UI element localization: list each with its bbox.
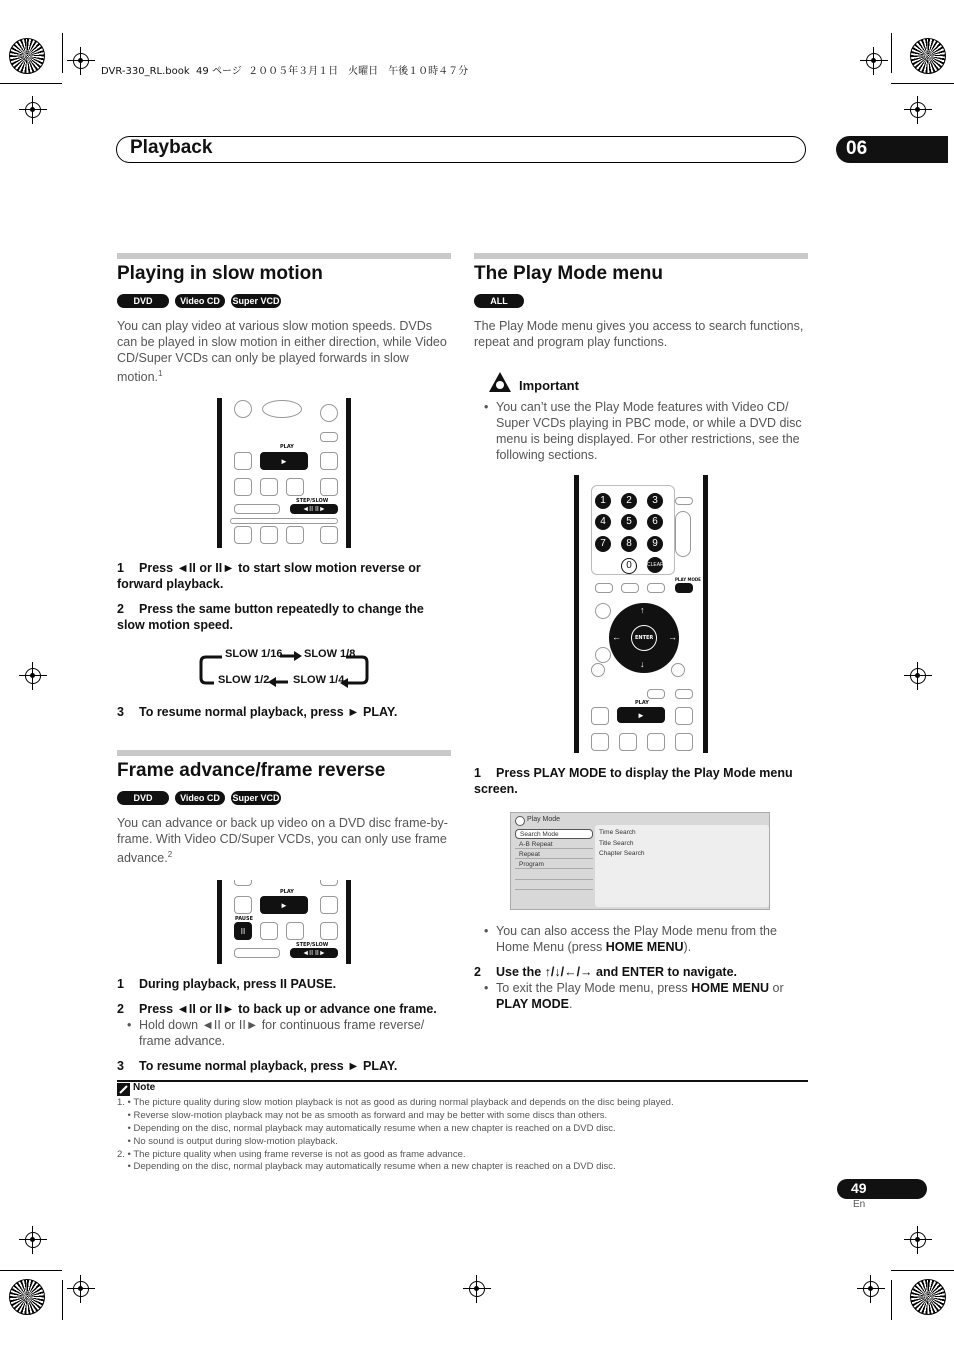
- speed-1-4: SLOW 1/4: [293, 674, 345, 686]
- crosshair-mark: [19, 662, 47, 690]
- remote-illustration-playmode: [574, 475, 708, 753]
- option-time-search[interactable]: Time Search: [599, 829, 636, 836]
- play-button: ►: [260, 452, 308, 470]
- frame-intro-text: You can advance or back up video on a DVD disc frame-by-frame. With Video CD/Super VCDs, you can only use frame advance.: [117, 816, 448, 866]
- section-title-frame: Frame advance/frame reverse: [117, 760, 386, 781]
- play-button: ►: [617, 707, 665, 723]
- badge-video-cd: Video CD: [175, 294, 225, 308]
- menu-item-ab-repeat[interactable]: A-B Repeat: [515, 840, 593, 849]
- bullet-text: Hold down ◄II or II► for continuous frame reverse/ frame advance.: [139, 1018, 425, 1048]
- step-text: During playback, press II PAUSE.: [139, 977, 337, 991]
- numkey-5: 5: [621, 514, 637, 530]
- crosshair-mark: [67, 47, 95, 75]
- step-text: To resume normal playback, press ► PLAY.: [139, 1059, 398, 1073]
- menu-list: [515, 829, 593, 903]
- remote-illustration-slow: [217, 398, 351, 548]
- step-slow-label: STEP/SLOW: [296, 498, 329, 504]
- crosshair-mark: [67, 1275, 95, 1303]
- numkey-4: 4: [595, 514, 611, 530]
- options-panel: [595, 825, 769, 907]
- trim-line: [891, 33, 892, 73]
- crosshair-mark: [463, 1275, 491, 1303]
- step-text: Press ◄II or II► to start slow motion reverse or forward playback.: [117, 561, 421, 591]
- step-number: 2: [117, 602, 124, 616]
- dpad: ENTER ↑ ↓ ← →: [609, 603, 679, 673]
- menu-item-search-mode[interactable]: Search Mode: [515, 829, 593, 839]
- note-line-4: • No sound is output during slow-motion playback.: [117, 1136, 338, 1147]
- page-title: Playback: [130, 137, 213, 158]
- badge-super-vcd: Super VCD: [232, 793, 280, 803]
- option-chapter-search[interactable]: Chapter Search: [599, 850, 645, 857]
- badge-all: ALL: [474, 294, 524, 308]
- play-mode-term: PLAY MODE: [496, 997, 569, 1011]
- important-bullet: • You can’t use the Play Mode features with Video CD/ Super VCDs playing in PBC mode, or while a DVD disc menu is being displayed. For other restrictions, see the following sections.: [484, 399, 810, 463]
- screen-title: Play Mode: [527, 816, 561, 823]
- language-code: En: [853, 1199, 866, 1210]
- section-rule: [117, 750, 451, 756]
- menu-item-repeat[interactable]: Repeat: [515, 850, 593, 859]
- frame-step-2: [117, 1001, 457, 1017]
- play-mode-label: PLAY MODE: [675, 577, 701, 582]
- important-label: Important: [519, 378, 579, 393]
- note-line-1: 1. • The picture quality during slow motion playback is not as good as during normal playback and depends on the disc being played.: [117, 1097, 674, 1108]
- registration-mark: [910, 38, 946, 74]
- step-number: 1: [117, 977, 124, 991]
- disc-icon: [515, 816, 525, 826]
- bullet-text: You can’t use the Play Mode features with Video CD/ Super VCDs playing in PBC mode, or while a DVD disc menu is being displayed. For other restrictions, see the following sections.: [496, 400, 802, 462]
- step-number: 2: [474, 965, 481, 979]
- warning-icon: [488, 371, 512, 393]
- numkey-1: 1: [595, 493, 611, 509]
- registration-mark: [9, 38, 45, 74]
- trim-line: [0, 83, 62, 84]
- crosshair-mark: [860, 47, 888, 75]
- section-rule: [117, 253, 451, 259]
- slow-intro: [117, 318, 451, 385]
- trim-line: [891, 1280, 892, 1320]
- pause-button: II: [234, 922, 252, 940]
- section-title-slow: Playing in slow motion: [117, 263, 323, 284]
- section-rule: [474, 253, 808, 259]
- frame-step-3: [117, 1058, 451, 1074]
- numkey-3: 3: [647, 493, 663, 509]
- note-line-2: • Reverse slow-motion playback may not be as smooth as forward and may be better with some discs than others.: [117, 1110, 608, 1121]
- page-number: 49: [851, 1180, 867, 1196]
- play-label: PLAY: [280, 444, 294, 450]
- step-text: Press PLAY MODE to display the Play Mode menu screen.: [474, 766, 793, 796]
- crosshair-mark: [857, 1275, 885, 1303]
- bullet-text: You can also access the Play Mode menu from the Home Menu (press: [496, 924, 777, 954]
- crosshair-mark: [19, 96, 47, 124]
- numkey-8: 8: [621, 536, 637, 552]
- footnote-ref: 1: [158, 369, 163, 378]
- chapter-number: 06: [846, 138, 868, 159]
- note-icon: [117, 1083, 130, 1096]
- badge-super-vcd: Super VCD: [232, 296, 280, 306]
- bullet-text: .: [568, 997, 573, 1011]
- step-number: 3: [117, 705, 124, 719]
- crosshair-mark: [904, 1226, 932, 1254]
- section-title-playmode: The Play Mode menu: [474, 263, 663, 284]
- speed-1-8: SLOW 1/8: [304, 648, 356, 660]
- badge-dvd: DVD: [117, 791, 169, 805]
- frame-step-1: [117, 976, 451, 992]
- step-text: Press ◄II or II► to back up or advance one frame.: [139, 1002, 437, 1016]
- bullet-text: or: [769, 981, 784, 995]
- registration-mark: [9, 1279, 45, 1315]
- numkey-2: 2: [621, 493, 637, 509]
- playmode-step-2: [474, 964, 814, 980]
- note-line-5: 2. • The picture quality when using frame reverse is not as good as frame advance.: [117, 1149, 466, 1160]
- numkey-7: 7: [595, 536, 611, 552]
- registration-mark: [910, 1279, 946, 1315]
- playmode-bullet-1: • You can also access the Play Mode menu from the Home Menu (press HOME MENU).: [484, 924, 777, 954]
- step-slow-button: ◄II II►: [290, 948, 338, 958]
- chapter-tab: [836, 136, 948, 163]
- crosshair-mark: [904, 662, 932, 690]
- frame-intro: [117, 815, 451, 866]
- note-rule: [117, 1080, 808, 1082]
- playmode-step-1: [474, 765, 814, 797]
- badge-video-cd: Video CD: [175, 791, 225, 805]
- note-line-6: • Depending on the disc, normal playback may automatically resume when a new chapter is reached on a DVD disc.: [117, 1161, 616, 1172]
- footnote-ref: 2: [167, 850, 173, 859]
- trim-line: [891, 83, 954, 84]
- step-number: 1: [474, 766, 481, 780]
- enter-label: ENTER: [635, 635, 654, 641]
- slow-speed-diagram: [196, 648, 372, 690]
- page-number-tab: [837, 1179, 927, 1199]
- remote-illustration-frame: [217, 880, 351, 964]
- trim-line: [891, 1270, 954, 1271]
- step-text: To resume normal playback, press ► PLAY.: [139, 705, 398, 719]
- trim-line: [0, 1270, 62, 1271]
- step-slow-label: STEP/SLOW: [296, 942, 329, 948]
- playmode-bullet-2: • To exit the Play Mode menu, press HOME MENU or PLAY MODE.: [484, 981, 784, 1011]
- option-title-search[interactable]: Title Search: [599, 840, 634, 847]
- home-menu-term: HOME MENU: [605, 940, 684, 954]
- play-mode-screen: [510, 812, 770, 910]
- play-button: ►: [260, 896, 308, 914]
- header-bar: [116, 136, 806, 163]
- step-number: 1: [117, 561, 124, 575]
- numkey-6: 6: [647, 514, 663, 530]
- pause-label: PAUSE: [235, 916, 253, 922]
- clear-key: CLEAR: [647, 557, 663, 573]
- crosshair-mark: [904, 96, 932, 124]
- step-slow-button: ◄II II►: [290, 504, 338, 514]
- step-number: 3: [117, 1059, 124, 1073]
- play-label: PLAY: [280, 889, 294, 895]
- slow-step-1: [117, 560, 451, 592]
- play-label: PLAY: [635, 700, 649, 706]
- numkey-0: 0: [621, 558, 637, 574]
- note-label: Note: [133, 1082, 156, 1093]
- speed-1-2: SLOW 1/2: [218, 674, 270, 686]
- playmode-intro: The Play Mode menu gives you access to search functions, repeat and program play functions.: [474, 319, 804, 349]
- home-menu-term: HOME MENU: [691, 981, 770, 995]
- frame-bullet: • Hold down ◄II or II► for continuous frame reverse/ frame advance.: [127, 1017, 451, 1049]
- step-text: Use the ↑/↓/←/→ and ENTER to navigate.: [496, 965, 738, 979]
- badge-dvd: DVD: [117, 294, 169, 308]
- menu-item-program[interactable]: Program: [515, 860, 593, 869]
- print-header: DVR-330_RL.book 49 ページ ２００５年３月１日 火曜日 午後１０時４７分: [101, 66, 469, 77]
- numkey-9: 9: [647, 536, 663, 552]
- step-text: Press the same button repeatedly to change the slow motion speed.: [117, 602, 424, 632]
- bullet-text: ).: [683, 940, 692, 954]
- step-number: 2: [117, 1002, 124, 1016]
- slow-step-2: [117, 601, 451, 633]
- enter-button: [631, 625, 657, 651]
- bullet-text: To exit the Play Mode menu, press: [496, 981, 692, 995]
- slow-step-3: [117, 704, 451, 720]
- speed-1-16: SLOW 1/16: [225, 648, 283, 660]
- trim-line: [62, 1280, 63, 1320]
- slow-intro-text: You can play video at various slow motion speeds. DVDs can be played in slow motion in either direction, while Video CD/Super VCDs can only be played forwards in slow motion.: [117, 319, 447, 385]
- crosshair-mark: [19, 1226, 47, 1254]
- trim-line: [62, 33, 63, 73]
- note-line-3: • Depending on the disc, normal playback may automatically resume when a new chapter is reached on a DVD disc.: [117, 1123, 616, 1134]
- play-mode-button: [675, 583, 693, 593]
